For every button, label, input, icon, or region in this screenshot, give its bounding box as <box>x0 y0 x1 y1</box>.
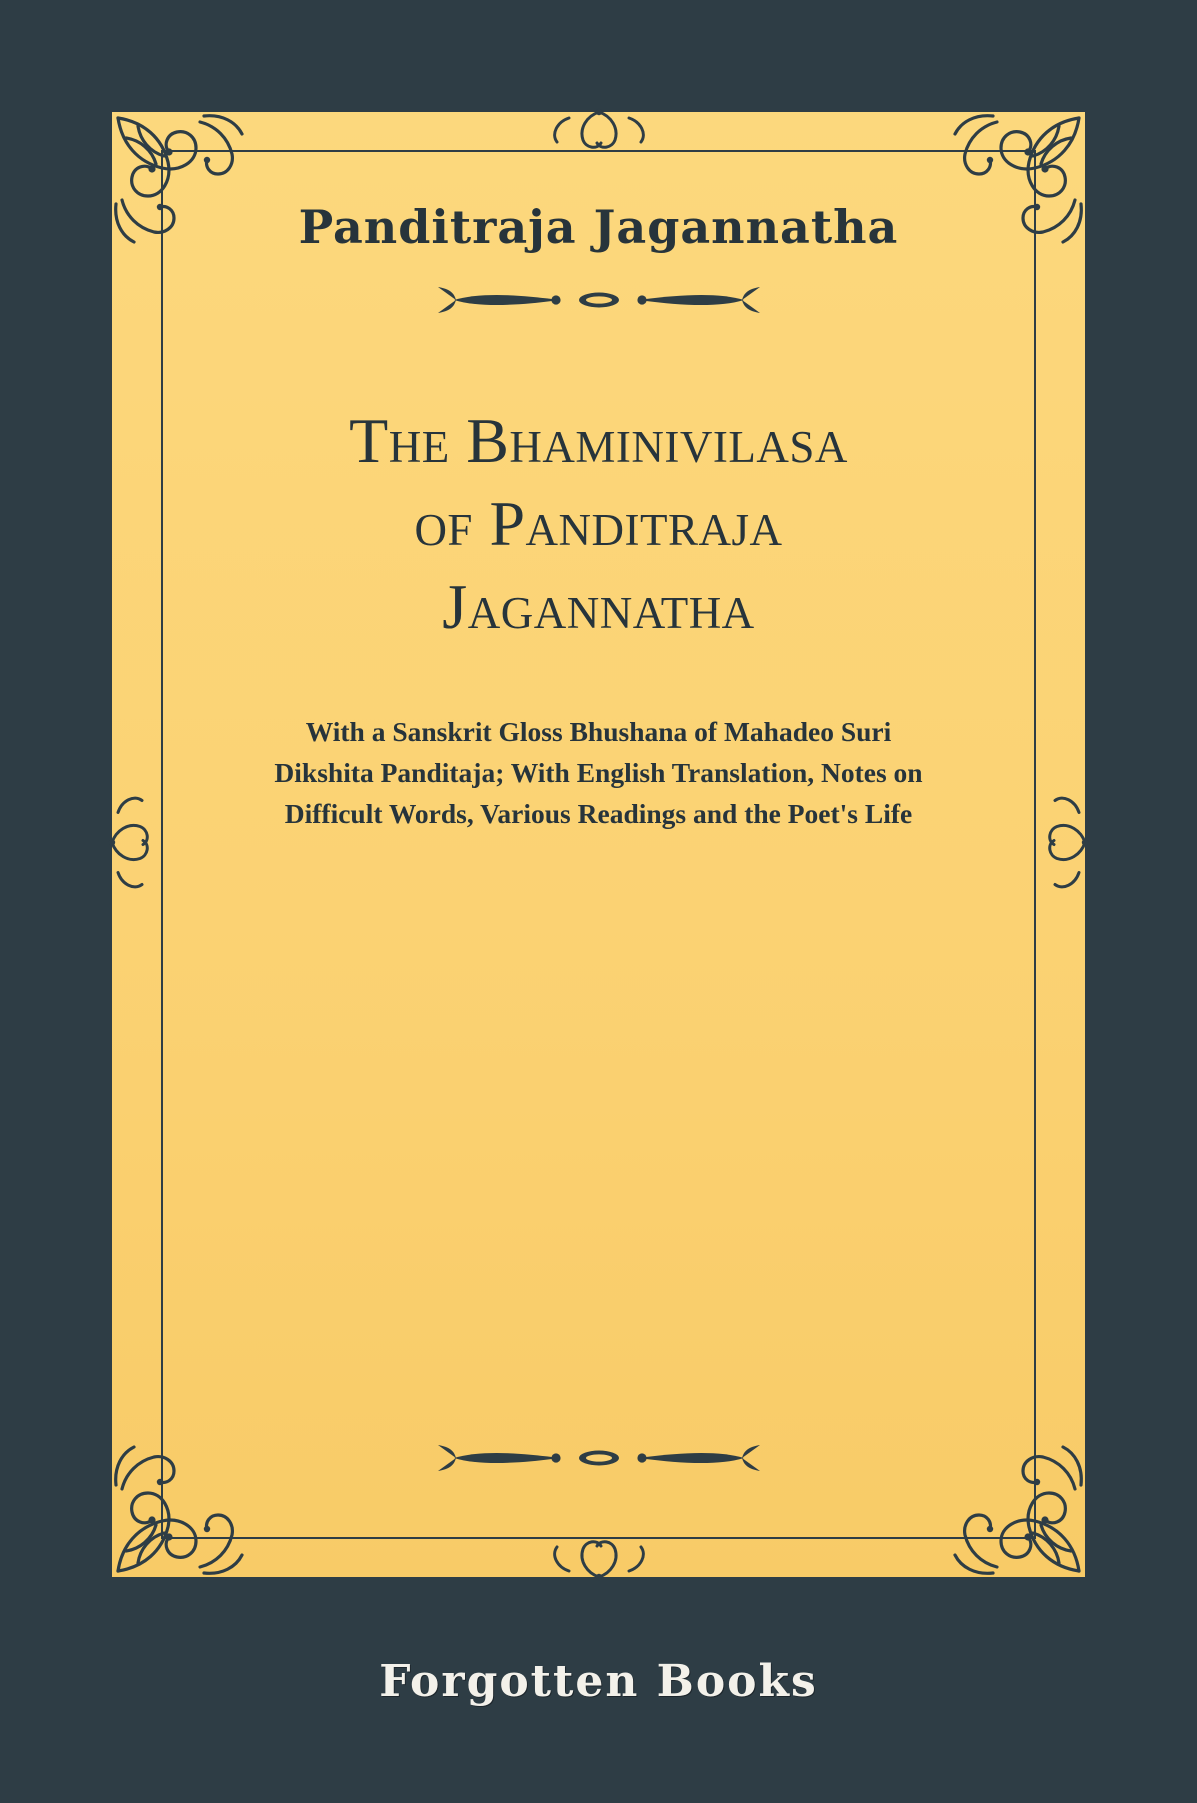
book-subtitle-line: Difficult Words, Various Readings and the Poet's Life <box>284 797 913 829</box>
book-title-line: Jagannatha <box>442 570 755 642</box>
publisher-name: Forgotten Books <box>379 1656 818 1707</box>
book-title-line: of Panditraja <box>414 487 783 559</box>
cover-content <box>164 154 1033 1535</box>
divider-ornament-bottom <box>434 1441 764 1475</box>
book-subtitle-line: Dikshita Panditaja; With English Translation, Notes on <box>274 756 923 788</box>
author-name: Panditraja Jagannatha <box>298 200 899 254</box>
book-title <box>321 399 876 649</box>
book-subtitle <box>238 712 958 834</box>
edge-flourish-icon <box>1039 752 1091 937</box>
book-subtitle-line: With a Sanskrit Gloss Bhushana of Mahadeo Suri <box>305 716 892 748</box>
cover-panel <box>112 112 1085 1577</box>
book-title-line: The Bhaminivilasa <box>349 404 848 476</box>
divider-ornament-top <box>434 283 764 317</box>
edge-flourish-icon <box>106 752 158 937</box>
